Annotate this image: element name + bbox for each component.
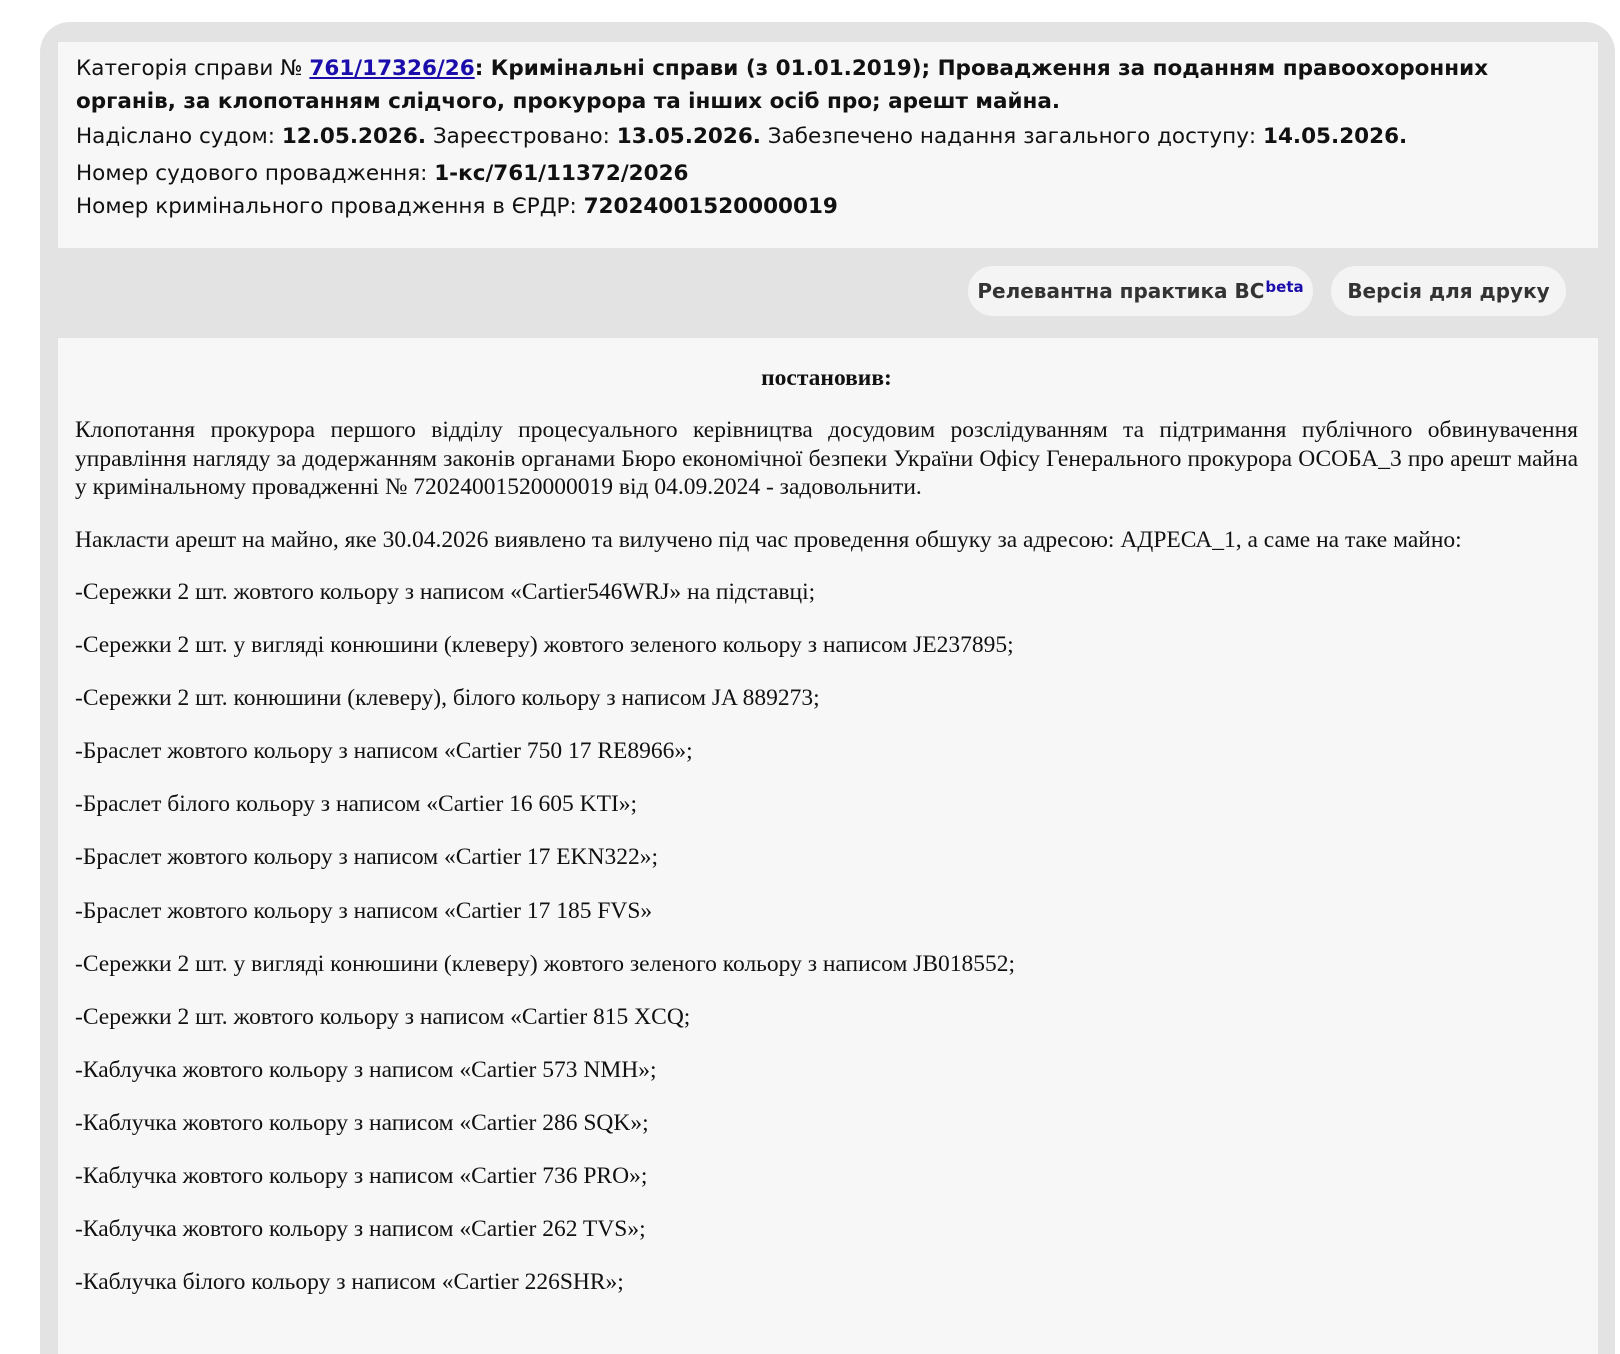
case-dates-line	[76, 120, 1578, 153]
list-item: -Браслет жовтого кольору з написом «Cartier 17 185 FVS»	[75, 897, 653, 924]
case-info-panel	[58, 42, 1598, 248]
print-version-button[interactable]	[1331, 266, 1566, 316]
access-label: Забезпечено надання загального доступу:	[760, 124, 1264, 149]
court-proc-label: Номер судового провадження:	[76, 161, 435, 186]
list-item: -Каблучка жовтого кольору з написом «Cartier 573 NMH»;	[75, 1056, 657, 1083]
list-item: -Каблучка жовтого кольору з написом «Cartier 736 PRO»;	[75, 1163, 648, 1190]
case-frame	[40, 22, 1615, 1354]
sent-date: 12.05.2026.	[281, 124, 427, 149]
list-item: -Сережки 2 шт. конюшини (клеверу), білого кольору з написом JA 889273;	[75, 685, 820, 712]
registered-date: 13.05.2026.	[616, 124, 761, 149]
court-proceeding-line	[76, 157, 1578, 190]
erdr-line	[76, 190, 1578, 223]
list-item: -Сережки 2 шт. у вигляді конюшини (клеверу) жовтого зеленого кольору з написом JE237895;	[75, 632, 1014, 659]
print-version-label: Версія для друку	[1347, 279, 1550, 303]
beta-badge: beta	[1265, 278, 1304, 296]
court-proc-number: 1-кс/761/11372/2026	[434, 161, 689, 186]
registered-label: Зареєстровано:	[426, 124, 617, 149]
erdr-label: Номер кримінального провадження в ЄРДР:	[76, 194, 584, 219]
paragraph: Накласти арешт на майно, яке 30.04.2026 виявлено та вилучено під час проведення обшуку за адресою: АДРЕСА_1, а саме на таке майно:	[75, 526, 1462, 553]
document-text	[58, 338, 1598, 1354]
case-category-line	[76, 52, 1578, 118]
list-item: -Браслет жовтого кольору з написом «Cartier 17 EKN322»;	[75, 844, 659, 871]
list-item: -Сережки 2 шт. у вигляді конюшини (клеверу) жовтого зеленого кольору з написом JB018552;	[75, 950, 1016, 977]
action-bar	[58, 248, 1598, 338]
erdr-number: 72024001520000019	[583, 194, 838, 219]
list-item: -Каблучка жовтого кольору з написом «Cartier 262 TVS»;	[75, 1216, 646, 1243]
list-item: -Сережки 2 шт. жовтого кольору з написом «Cartier 815 XCQ;	[75, 1003, 691, 1030]
relevant-practice-button[interactable]	[968, 266, 1313, 316]
relevant-practice-label: Релевантна практика ВС	[977, 279, 1265, 303]
access-date: 14.05.2026.	[1263, 124, 1408, 149]
list-item: -Браслет жовтого кольору з написом «Cartier 750 17 RE8966»;	[75, 738, 693, 765]
list-item: -Каблучка білого кольору з написом «Cartier 226SHR»;	[75, 1269, 624, 1296]
category-prefix: Категорія справи №	[76, 56, 310, 81]
list-item: -Каблучка жовтого кольору з написом «Cartier 286 SQK»;	[75, 1109, 649, 1136]
resolution-heading: постановив:	[761, 365, 892, 391]
list-item: -Сережки 2 шт. жовтого кольору з написом «Cartier546WRJ» на підставці;	[75, 579, 816, 605]
paragraph: Клопотання прокурора першого відділу процесуального керівництва досудовим розслідуванням та підтримання публічного обвинувачення управління нагляду за додержанням законів органами Бюро економічної безпеки України Офісу Генерального прокурора ОСОБА_3 про арешт майна у кримінальному провадженні № 72024001520000019 від 04.09.2024 - задовольнити.	[75, 417, 1578, 500]
sent-label: Надіслано судом:	[76, 124, 282, 149]
category-text: : Кримінальні справи (з 01.01.2019); Провадження за поданням правоохоронних органів, за клопотанням слідчого, прокурора та інших осіб про; арешт майна.	[76, 56, 1489, 114]
case-number-link[interactable]: 761/17326/26	[309, 56, 475, 81]
list-item: -Браслет білого кольору з написом «Cartier 16 605 KTI»;	[75, 791, 638, 818]
